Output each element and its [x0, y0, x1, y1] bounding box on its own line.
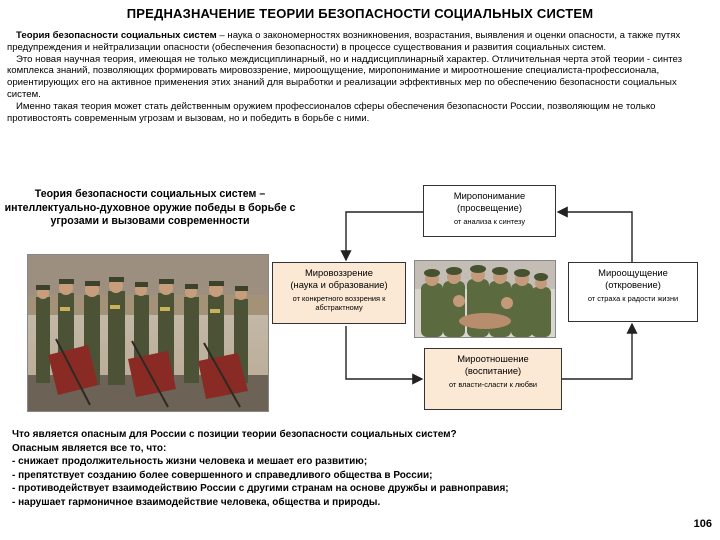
node-worldperception — [568, 262, 698, 322]
question-line: - нарушает гармоничное взаимодействие человека, общества и природы. — [12, 496, 381, 508]
arrow-left-to-bottom — [346, 326, 422, 379]
page-title: ПРЕДНАЗНАЧЕНИЕ ТЕОРИИ БЕЗОПАСНОСТИ СОЦИАЛЬНЫХ СИСТЕМ — [126, 6, 594, 21]
node-right-paren: (откровение) — [605, 279, 661, 290]
arrow-top-to-left — [346, 212, 423, 260]
question-line: Что является опасным для России с позиции теории безопасности социальных систем? — [12, 429, 457, 440]
intro-term: Теория безопасности социальных систем — [16, 30, 217, 41]
node-worldunderstanding — [423, 185, 556, 237]
node-top-paren: (просвещение) — [457, 202, 522, 213]
intro-paragraph-2: Это новая научная теория, имеющая не только междисциплинарный, но и наддисциплинарный характер. Отличительная черта этой теории - синтез комплекса знаний, позволяющих формировать мировоззрение, мироощущение, миропонимание и мироотношение специалиста-профессионала, ориентирующих его на активное применения этих знаний для выработки и реализации эффективных мер по обеспечению безопасности социальных систем. — [7, 53, 683, 100]
soldiers-photo — [414, 260, 556, 338]
danger-questions — [12, 428, 702, 510]
soldiers-illustration — [415, 261, 555, 337]
node-left-name: Мировоззрение — [304, 267, 373, 278]
page-number: 106 — [693, 518, 712, 530]
question-line: Опасным является все то, что: — [12, 442, 167, 454]
node-top-sub: от анализа к синтезу — [453, 217, 526, 226]
theory-caption: Теория безопасности социальных систем – интеллектуально-духовное оружие победы в борьбе с угрозами и вызовами современности — [4, 188, 296, 227]
intro-definition: – наука о закономерностях возникновения, возрастания, выявления и оценки опасности, а также путях предупреждения и нейтрализации опасности (обеспечения безопасности) в процессе существования и развития социальных систем. — [7, 30, 681, 53]
node-worldview — [272, 262, 406, 324]
arrow-bottom-to-right — [562, 324, 632, 379]
intro-paragraph-1 — [7, 30, 707, 54]
arrow-right-to-top — [558, 212, 632, 262]
node-worldattitude — [424, 348, 562, 410]
intro-text — [7, 30, 707, 124]
node-right-name: Мироощущение — [598, 267, 668, 278]
node-bottom-paren: (воспитание) — [464, 365, 522, 376]
node-bottom-name: Мироотношение — [457, 353, 529, 364]
node-bottom-sub: от власти-сласти к любви — [448, 380, 538, 389]
intro-paragraph-3: Именно такая теория может стать действенным оружием профессионалов сферы обеспечения безопасности России, позволяющим не только противостоять современным угрозам и вызовам, но и победить в борьбе с ними. — [7, 100, 656, 124]
parade-painting — [27, 254, 269, 412]
question-line: - противодействует взаимодействию России с другими странам на основе дружбы и равноправия; — [12, 483, 509, 495]
node-top-name: Миропонимание — [453, 190, 526, 201]
node-left-paren: (наука и образование) — [290, 279, 388, 290]
node-right-sub: от страха к радости жизни — [587, 294, 679, 303]
parade-illustration — [28, 255, 268, 411]
question-line: - препятствует созданию более совершенного и справедливого общества в России; — [12, 469, 433, 481]
question-line: - снижает продолжительность жизни человека и мешает его развитию; — [12, 456, 368, 468]
node-left-sub: от конкретного воззрения к абстрактному — [292, 294, 386, 312]
